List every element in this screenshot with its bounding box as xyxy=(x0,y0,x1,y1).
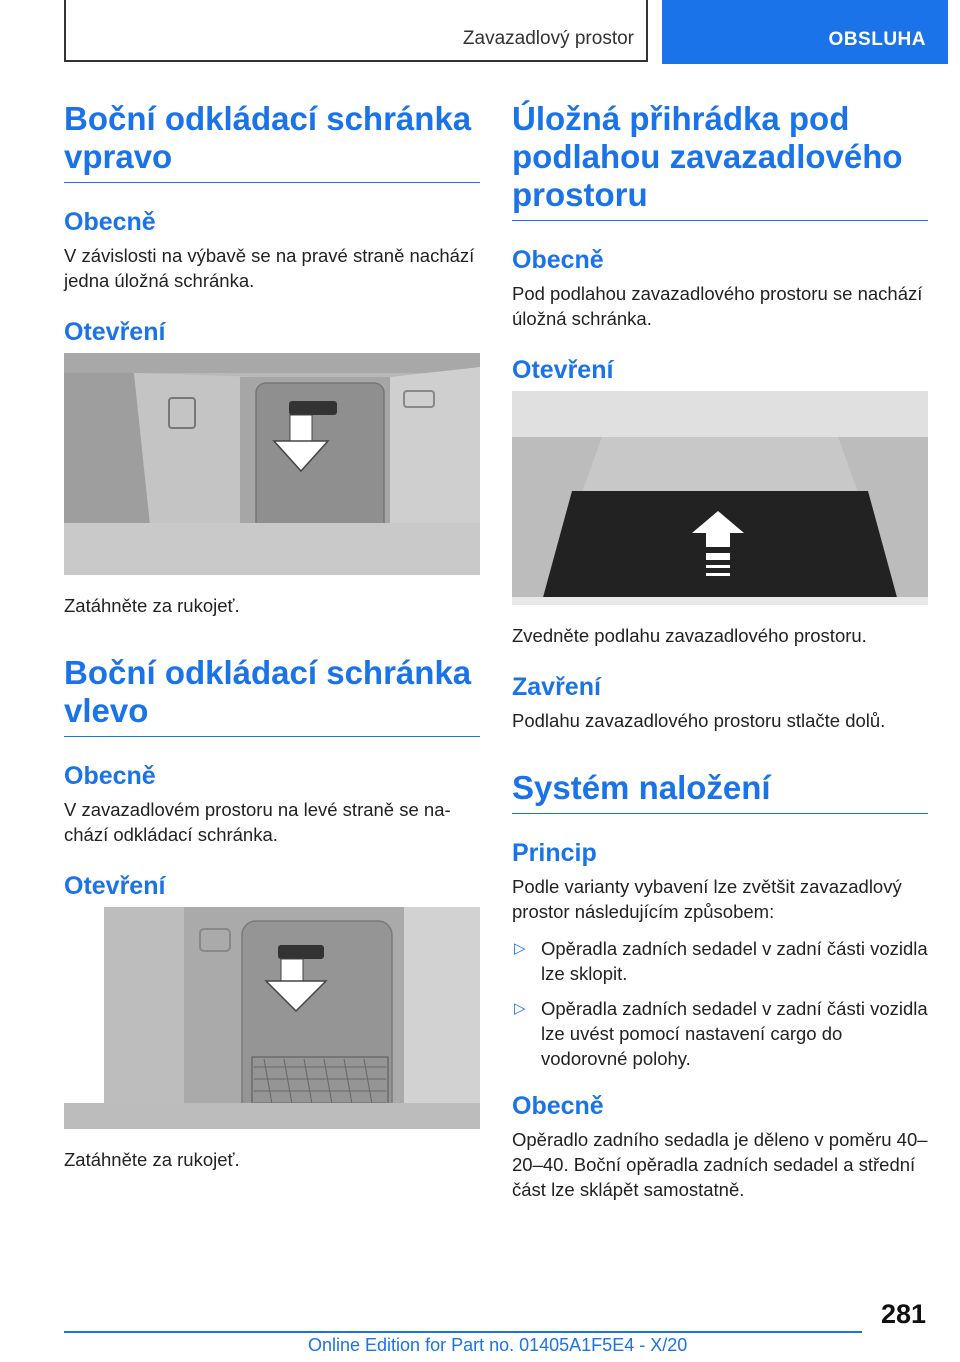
left-column xyxy=(64,100,480,1196)
illustration-right-compartment xyxy=(64,353,480,575)
text-principle: Podle varianty vybavení lze zvětšit zavazadlový prostor následujícím způsobem: xyxy=(512,876,902,922)
text-general: V zavazadlovém prostoru na levé straně se nachází odkládací schránka. xyxy=(64,799,451,845)
header-chapter-tab xyxy=(662,0,948,64)
triangle-bullet-icon: ▷ xyxy=(514,940,526,957)
heading-general: Obecně xyxy=(64,208,156,236)
heading-principle: Princip xyxy=(512,839,597,867)
text-general: V závislosti na výbavě se na pravé straně nachází jedna úložná schránka. xyxy=(64,245,475,291)
text-general: Pod podlahou zavazadlového prostoru se nachází úložná schránka. xyxy=(512,283,923,329)
caption-left-compartment: Zatáhněte za rukojeť. xyxy=(64,1149,240,1170)
header-section-title: Zavazadlový prostor xyxy=(462,28,634,49)
section-title-left-compartment: Boční odkládací schránka vlevo xyxy=(64,654,480,737)
right-column xyxy=(512,100,928,1226)
footer-edition: Online Edition for Part no. 01405A1F5E4 - X/20 xyxy=(308,1335,688,1355)
heading-opening: Otevření xyxy=(64,872,166,900)
header-chapter-title: OBSLUHA xyxy=(828,29,926,50)
section-title-loading-system: Systém naložení xyxy=(512,769,928,814)
heading-closing: Zavření xyxy=(512,673,601,701)
footer-divider xyxy=(64,1331,862,1333)
header-section-box xyxy=(64,0,648,62)
illustration-underfloor-compartment xyxy=(512,391,928,605)
illustration-left-compartment xyxy=(64,907,480,1129)
caption-right-compartment: Zatáhněte za rukojeť. xyxy=(64,595,240,616)
bullet-list xyxy=(512,936,928,1071)
caption-underfloor: Zvedněte podlahu zavazadlového prostoru. xyxy=(512,625,867,646)
text-closing: Podlahu zavazadlového prostoru stlačte dolů. xyxy=(512,710,886,731)
section-title-underfloor-compartment: Úložná přihrádka pod podlahou zavazadlového prostoru xyxy=(512,100,928,221)
heading-general: Obecně xyxy=(512,246,604,274)
list-item: ▷ Opěradla zadních sedadel v zadní části vozidla lze sklopit. xyxy=(514,938,928,984)
section-title-right-compartment: Boční odkládací schránka vpravo xyxy=(64,100,480,183)
heading-general: Obecně xyxy=(512,1092,604,1120)
list-item: ▷ Opěradla zadních sedadel v zadní části vozidla lze uvést pomocí nastavení cargo do vodorovné polohy. xyxy=(514,998,928,1069)
heading-opening: Otevření xyxy=(64,318,166,346)
triangle-bullet-icon: ▷ xyxy=(514,1000,526,1017)
heading-general: Obecně xyxy=(64,762,156,790)
heading-opening: Otevření xyxy=(512,356,614,384)
page-number: 281 xyxy=(880,1299,926,1329)
text-general: Opěradlo zadního sedadla je děleno v poměru 40–20–40. Boční opěradla zadních sedadel a střední část lze sklápět samostatně. xyxy=(512,1129,928,1200)
